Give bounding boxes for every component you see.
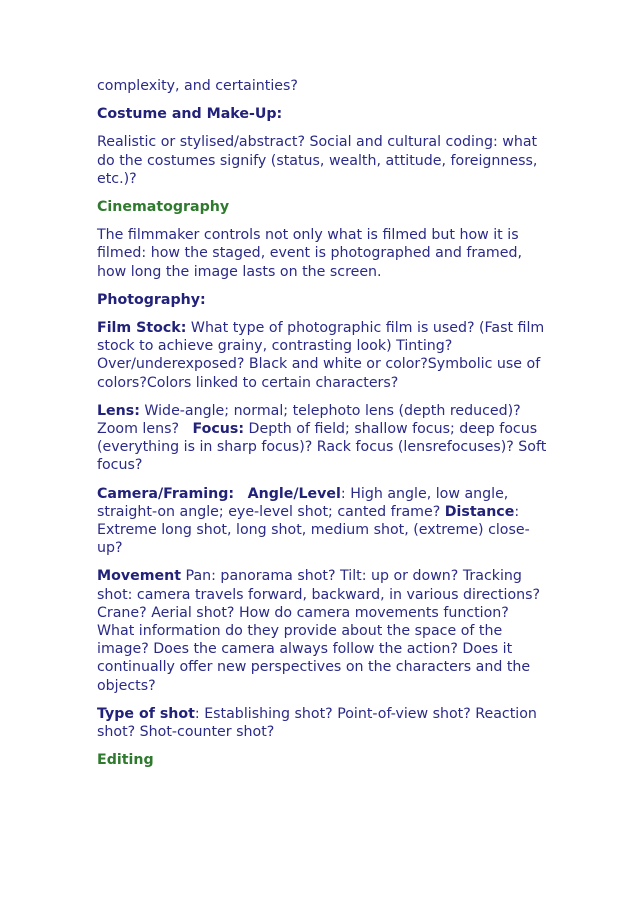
cinematography-paragraph: The filmmaker controls not only what is filmed but how it is filmed: how the staged, event is photographed and framed, how long the image lasts on the screen. [97,227,522,280]
costume-paragraph: Realistic or stylised/abstract? Social and cultural coding: what do the costumes signify (status, wealth, attitude, foreignness, etc.)? [97,134,538,187]
film-stock-text: What type of photographic film is used? (Fast film stock to achieve grainy, contrasting look) Tinting? Over/underexposed? Black and white or color?Symbolic use of colors?Colors linked to certain characters? [97,320,545,391]
distance-text: : Extreme long shot, long shot, medium shot, (extreme) close-up? [97,503,530,557]
type-of-shot-text: : Establishing shot? Point-of-view shot? Reaction shot? Shot-counter shot? [97,705,537,741]
angle-level-label: Angle/Level [247,485,341,502]
camera-framing-label: Camera/Framing: [97,485,235,502]
movement-label: Movement [97,568,182,585]
type-of-shot-paragraph [97,705,547,741]
movement-text: Pan: panorama shot? Tilt: up or down? Tracking shot: camera travels forward, backward, in various directions? Crane? Aerial shot? How do camera movements function? What information do they provide about the space of the image? Does the camera always follow the action? Does it continually offer new perspectives on the characters and the objects? [97,568,541,694]
film-stock-paragraph [97,319,547,392]
type-of-shot-label: Type of shot [97,705,195,722]
focus-label: Focus: [192,421,245,438]
editing-heading: Editing [97,752,154,769]
lens-label: Lens: [97,402,140,419]
cinematography-heading: Cinematography [97,199,230,216]
focus-text: Depth of field; shallow focus; deep focus (everything is in sharp focus)? Rack focus (lensrefocuses)? Soft focus? [97,421,547,474]
document-page [97,77,547,780]
angle-level-text: : High angle, low angle, straight-on angle; eye-level shot; canted frame? [97,485,509,520]
lens-paragraph [97,402,547,475]
camera-framing-paragraph [97,485,547,558]
photography-heading: Photography: [97,291,206,308]
costume-heading: Costume and Make-Up: [97,106,283,123]
intro-tail-paragraph: complexity, and certainties? [97,78,298,94]
lens-text: Wide-angle; normal; telephoto lens (depth reduced)? Zoom lens? [97,402,521,438]
camera-framing-gap [234,486,248,502]
distance-label: Distance [444,503,515,520]
film-stock-label: Film Stock: [97,320,187,337]
movement-paragraph [97,567,547,694]
